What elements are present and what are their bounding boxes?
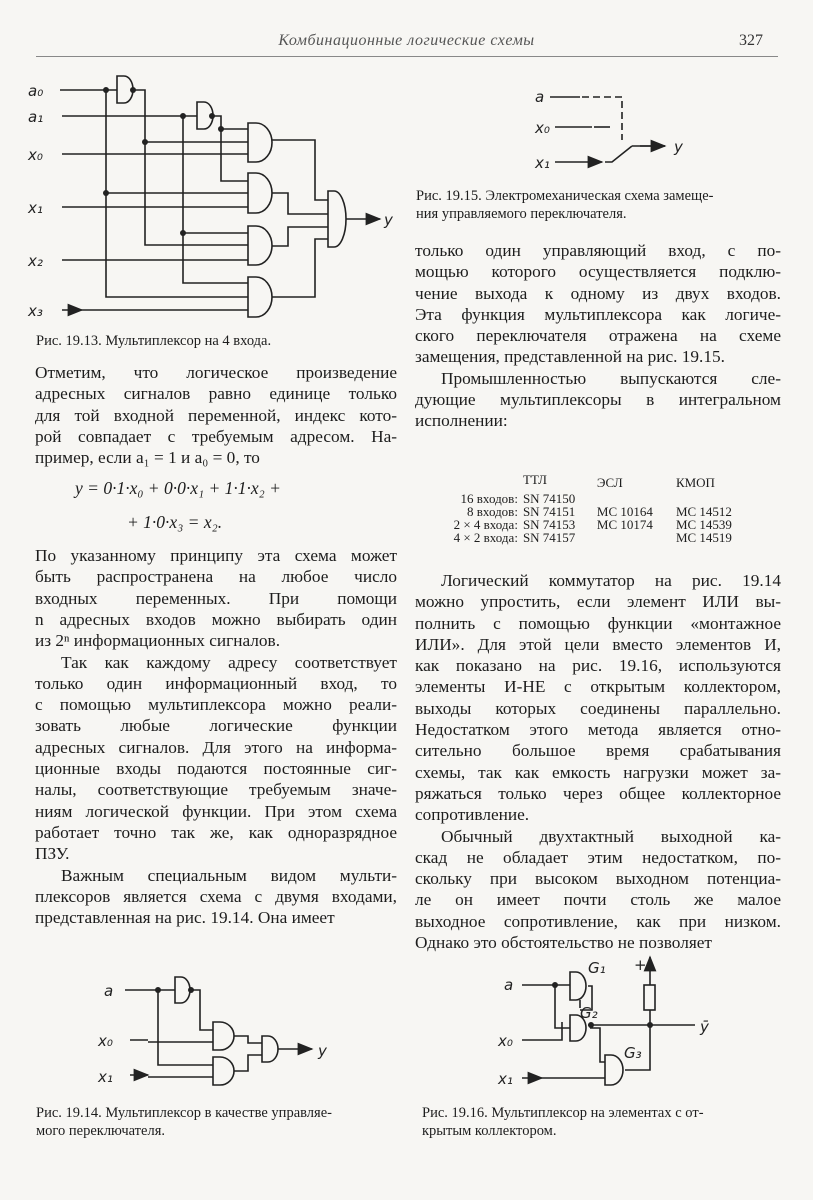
text-line: Промышленностью выпускаются сле-: [441, 368, 781, 388]
text-line: можно упростить, если элемент ИЛИ вы-: [415, 592, 781, 612]
caption-fig-19-13: Рис. 19.13. Мультиплексор на 4 входа.: [36, 333, 272, 349]
fig16-label-y-bar: ȳ: [700, 1018, 709, 1036]
text-line: как показано на рис. 19.16, используются: [415, 656, 781, 676]
column-header: ТТЛ: [522, 472, 547, 487]
table-cell: 16 входов:: [460, 491, 518, 506]
text-line: ле он имеет почти столь же малое: [415, 890, 781, 910]
figure-19-13-junctions: [103, 87, 224, 236]
paragraph: [35, 545, 397, 651]
text-line: Отметим, что логическое произведение: [35, 363, 397, 382]
text-line: рой совпадает с требуемым адресом. На-: [35, 426, 397, 446]
table-cell: SN 74151: [522, 504, 576, 519]
text-line: n адресных входов можно выбирать один: [35, 609, 397, 629]
right-column-top: [415, 240, 781, 432]
table-cell: MC 14512: [675, 504, 732, 519]
table-cell: [597, 531, 676, 544]
table-cell: 2 × 4 входа:: [453, 517, 518, 532]
text-line: Однако это обстоятельство не позволяет: [415, 933, 712, 953]
formula: [75, 478, 397, 533]
paragraph: [35, 652, 397, 865]
paragraph: [415, 570, 781, 826]
fig16-label-g2: G₂: [580, 1004, 598, 1022]
caption-fig-19-15: [416, 187, 782, 223]
formula-line: y = 0·1·x₀ + 0·0·x₁ + 1·1·x₂ +: [75, 478, 281, 499]
caption-line: мого переключателя.: [36, 1123, 165, 1139]
label-x0: x₀: [28, 146, 43, 164]
text-line: работает точно так же, как одноразрядное: [35, 822, 397, 842]
fig16-label-g3: G₃: [624, 1044, 642, 1062]
caption-line: Рис. 19.14. Мультиплексор в качестве управляе-: [36, 1105, 332, 1121]
table-cell: MC 14539: [675, 517, 732, 532]
text-line: сопротивление.: [415, 805, 530, 825]
text-line: налы, соответствующие требуемым значе-: [35, 780, 397, 800]
fig15-label-x0: x₀: [535, 119, 550, 137]
figure-19-16-junctions: [552, 982, 653, 1028]
caption-fig-19-16: [422, 1104, 788, 1140]
text-line: Обычный двухтактный выходной ка-: [441, 826, 781, 846]
caption-line: ния управляемого переключателя.: [416, 206, 627, 222]
text-line: для той входной переменной, индекс кото-: [35, 405, 397, 425]
text-line: Логический коммутатор на рис. 19.14: [441, 571, 781, 590]
fig16-label-a: a: [504, 976, 514, 994]
text-line: входных переменных. При помощи: [35, 588, 397, 608]
text-line: только один управляющий вход, с по-: [415, 241, 781, 260]
text-line: с помощью мультиплексора можно реали-: [35, 695, 397, 715]
text-line: мощью которого осуществляется подклю-: [415, 262, 781, 282]
label-x2: x₂: [28, 252, 43, 270]
text-line: только один информационный вход, то: [35, 673, 397, 693]
text-line: исполнении:: [415, 411, 508, 431]
text-line: ИЛИ». Для этой цели вместо элементов И,: [415, 634, 781, 654]
multiplexer-ic-table: [425, 473, 755, 544]
fig16-label-g1: G₁: [588, 959, 606, 977]
text-line: плексоров является схема с двумя входами,: [35, 886, 397, 906]
table-cell: SN 74157: [522, 530, 576, 545]
text-line: чение выхода к одному из двух входов.: [415, 283, 781, 303]
fig15-label-a: a: [535, 88, 545, 106]
table-cell: 8 входов:: [467, 504, 518, 519]
text-line: адресных сигналов. Для этого на информа-: [35, 737, 397, 757]
column-header: КМОП: [675, 475, 715, 490]
fig15-label-x1: x₁: [535, 154, 550, 172]
text-line: дующие мультиплексоры в интегральном: [415, 390, 781, 410]
fig14-label-x1: x₁: [98, 1068, 113, 1086]
text-line: сительно большое время срабатывания: [415, 741, 781, 761]
caption-line: крытым коллектором.: [422, 1123, 557, 1139]
paragraph: [415, 826, 781, 954]
table-cell: MC 14519: [675, 530, 732, 545]
table-cell: MC 10174: [596, 517, 653, 532]
text-line: замещения, представленной на рис. 19.15.: [415, 347, 725, 367]
figure-19-13-diagram: [60, 76, 380, 317]
table-row: [425, 531, 755, 544]
text-line: пример, если a₁ = 1 и a₀ = 0, то: [35, 448, 260, 468]
label-x1: x₁: [28, 199, 43, 217]
column-header: ЭСЛ: [596, 475, 623, 490]
caption-line: Рис. 19.16. Мультиплексор на элементах с от-: [422, 1105, 704, 1121]
table-cell: 4 × 2 входа:: [453, 530, 518, 545]
paragraph: [35, 865, 397, 929]
text-line: ряжаться только через общее коллекторное: [415, 783, 781, 803]
text-line: ниям логической функции. При этом схема: [35, 801, 397, 821]
fig15-label-y: y: [674, 138, 683, 156]
paragraph: [35, 362, 397, 468]
text-line: Важным специальным видом мульти-: [61, 865, 397, 885]
formula-line: + 1·0·x₃ = x₂.: [127, 511, 223, 532]
left-column: [35, 362, 397, 928]
text-line: элементы И-НЕ с открытым коллектором,: [415, 677, 781, 697]
table-cell: MC 10164: [596, 504, 653, 519]
text-line: выходное сопротивление, как при низком.: [415, 911, 781, 931]
label-a0: a₀: [28, 82, 44, 100]
text-line: выходы которых соединены параллельно.: [415, 698, 781, 718]
label-a1: a₁: [28, 108, 44, 126]
paragraph: [415, 240, 781, 368]
text-line: полнить с помощью функции «монтажное: [415, 613, 781, 633]
table-header-row: [425, 473, 755, 492]
text-line: быть распространена на любое число: [35, 567, 397, 587]
label-y: y: [384, 211, 393, 229]
text-line: скольку при высоком выходном потенциа-: [415, 869, 781, 889]
fig16-label-plus: +: [634, 956, 647, 974]
caption-fig-19-14: [36, 1104, 402, 1140]
text-line: Так как каждому адресу соответствует: [61, 652, 397, 672]
text-line: адресных сигналов равно единице только: [35, 384, 397, 404]
text-line: Эта функция мультиплексора как логиче-: [415, 304, 781, 324]
text-line: зовать любые логические функции: [35, 716, 397, 736]
fig16-label-x1: x₁: [498, 1070, 513, 1088]
text-line: Недостатком этого метода является отно-: [415, 720, 781, 740]
text-line: скад не обладает этим недостатком, по-: [415, 847, 781, 867]
fig16-label-x0: x₀: [498, 1032, 513, 1050]
running-header: Комбинационные логические схемы: [278, 32, 535, 49]
figure-19-16-diagram: [522, 957, 695, 1085]
caption-line: Рис. 19.15. Электромеханическая схема замеще-: [416, 188, 714, 204]
fig14-label-a: a: [104, 982, 114, 1000]
paragraph: [415, 368, 781, 432]
text-line: схемы, так как емкость нагрузки может за-: [415, 762, 781, 782]
text-line: По указанному принципу эта схема может: [35, 546, 397, 566]
label-x3: x₃: [28, 302, 43, 320]
figure-19-14-diagram: [125, 977, 312, 1085]
text-line: ПЗУ.: [35, 844, 70, 864]
text-line: представленная на рис. 19.14. Она имеет: [35, 908, 335, 928]
fig14-label-y: y: [318, 1042, 327, 1060]
text-line: из 2ⁿ информационных сигналов.: [35, 631, 281, 651]
right-column-bottom: [415, 570, 781, 953]
text-line: ционные входы подаются постоянные сиг-: [35, 759, 397, 779]
table-cell: SN 74153: [522, 517, 576, 532]
page-number: 327: [739, 32, 763, 49]
table-cell: SN 74150: [522, 491, 576, 506]
text-line: ского переключателя отражена на схеме: [415, 326, 781, 346]
figure-19-15-diagram: [550, 97, 665, 162]
fig14-label-x0: x₀: [98, 1032, 113, 1050]
